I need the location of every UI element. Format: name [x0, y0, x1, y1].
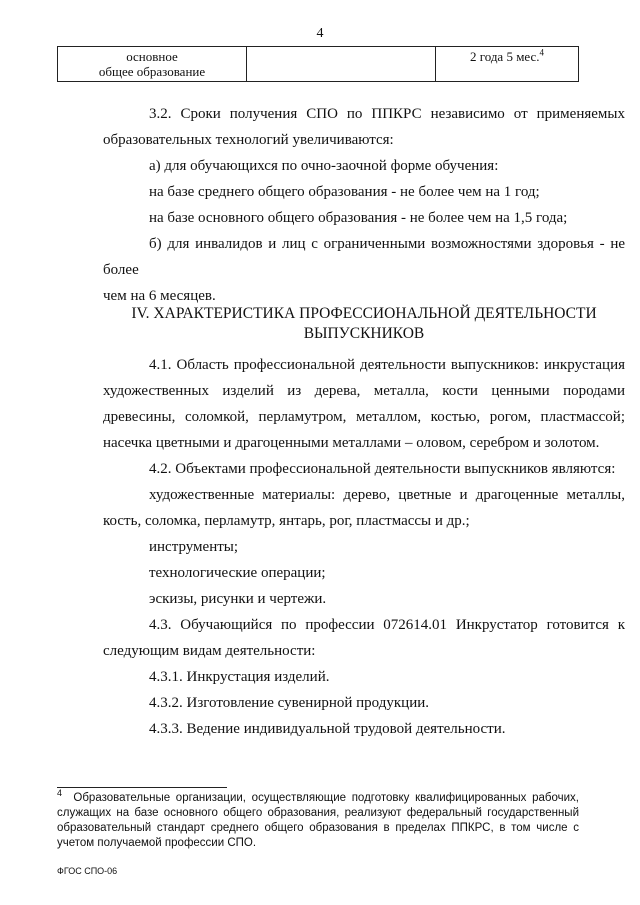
- footnote-text: Образовательные организации, осуществляющие подготовку квалифицированных рабочих, служащих на базе основного общего образования, реализуют федеральный государственный образовательный стандарт среднего общего образования в пределах ППКРС, в том числе с учетом получаемой профессии СПО.: [57, 792, 579, 849]
- heading-line: ВЫПУСКНИКОВ: [303, 325, 425, 342]
- paragraph-3-2-line1: 3.2. Сроки получения СПО по ППКРС независимо от применяемых: [149, 106, 625, 122]
- footnote: [57, 788, 579, 851]
- item-b-line1: б) для инвалидов и лиц с ограниченными возможностями здоровья - не более: [103, 236, 625, 278]
- item-a-1: на базе среднего общего образования - не более чем на 1 год;: [149, 184, 540, 200]
- paragraph-4-2: 4.2. Объектами профессиональной деятельности выпускников являются:: [149, 461, 616, 477]
- paragraph-operations: технологические операции;: [149, 565, 326, 581]
- footnote-reference: 4: [539, 47, 545, 58]
- section-4-body: [103, 352, 625, 742]
- item-a: а) для обучающихся по очно-заочной форме обучения:: [149, 158, 499, 174]
- paragraph-4-1: 4.1. Область профессиональной деятельности выпускников: инкрустация художественных изделий из дерева, металла, кости ценными породами древесины, соломкой, перламутром, металлом, костью, рогом, пластмассой; насечка цветными и драгоценными металлами – оловом, серебром и золотом.: [103, 357, 625, 451]
- paragraph-sketches: эскизы, рисунки и чертежи.: [149, 591, 327, 607]
- table-cell-duration: [436, 47, 579, 82]
- table-cell-empty: [247, 47, 436, 82]
- document-code: ФГОС СПО-06: [57, 866, 118, 876]
- paragraph-4-3-1: 4.3.1. Инкрустация изделий.: [149, 669, 330, 685]
- footnote-marker: 4: [57, 788, 63, 799]
- paragraph-4-3-2: 4.3.2. Изготовление сувенирной продукции.: [149, 695, 430, 711]
- table-cell-text: 2 года 5 мес.: [469, 49, 540, 64]
- table-cell-text: общее образование: [98, 64, 206, 79]
- footnote-divider: [57, 787, 227, 788]
- page-number: 4: [316, 26, 324, 41]
- section-heading: [103, 304, 625, 344]
- table-cell-text: основное: [126, 49, 178, 64]
- section-3-2: [103, 101, 625, 309]
- paragraph-materials: художественные материалы: дерево, цветные и драгоценные металлы, кость, соломка, перламутр, янтарь, рог, пластмассы и др.;: [103, 487, 625, 529]
- paragraph-tools: инструменты;: [149, 539, 239, 555]
- paragraph-4-3-3: 4.3.3. Ведение индивидуальной трудовой деятельности.: [149, 721, 506, 737]
- table-row: [58, 47, 579, 82]
- heading-line: IV. ХАРАКТЕРИСТИКА ПРОФЕССИОНАЛЬНОЙ ДЕЯТЕЛЬНОСТИ: [131, 305, 597, 322]
- paragraph-3-2-line2: образовательных технологий увеличиваются:: [103, 132, 394, 148]
- table-cell-education-level: [58, 47, 247, 82]
- item-b-line2: чем на 6 месяцев.: [103, 288, 216, 304]
- item-a-2: на базе основного общего образования - не более чем на 1,5 года;: [149, 210, 568, 226]
- duration-table: [57, 46, 579, 82]
- paragraph-4-3: 4.3. Обучающийся по профессии 072614.01 Инкрустатор готовится к следующим видам деятельности:: [103, 617, 625, 659]
